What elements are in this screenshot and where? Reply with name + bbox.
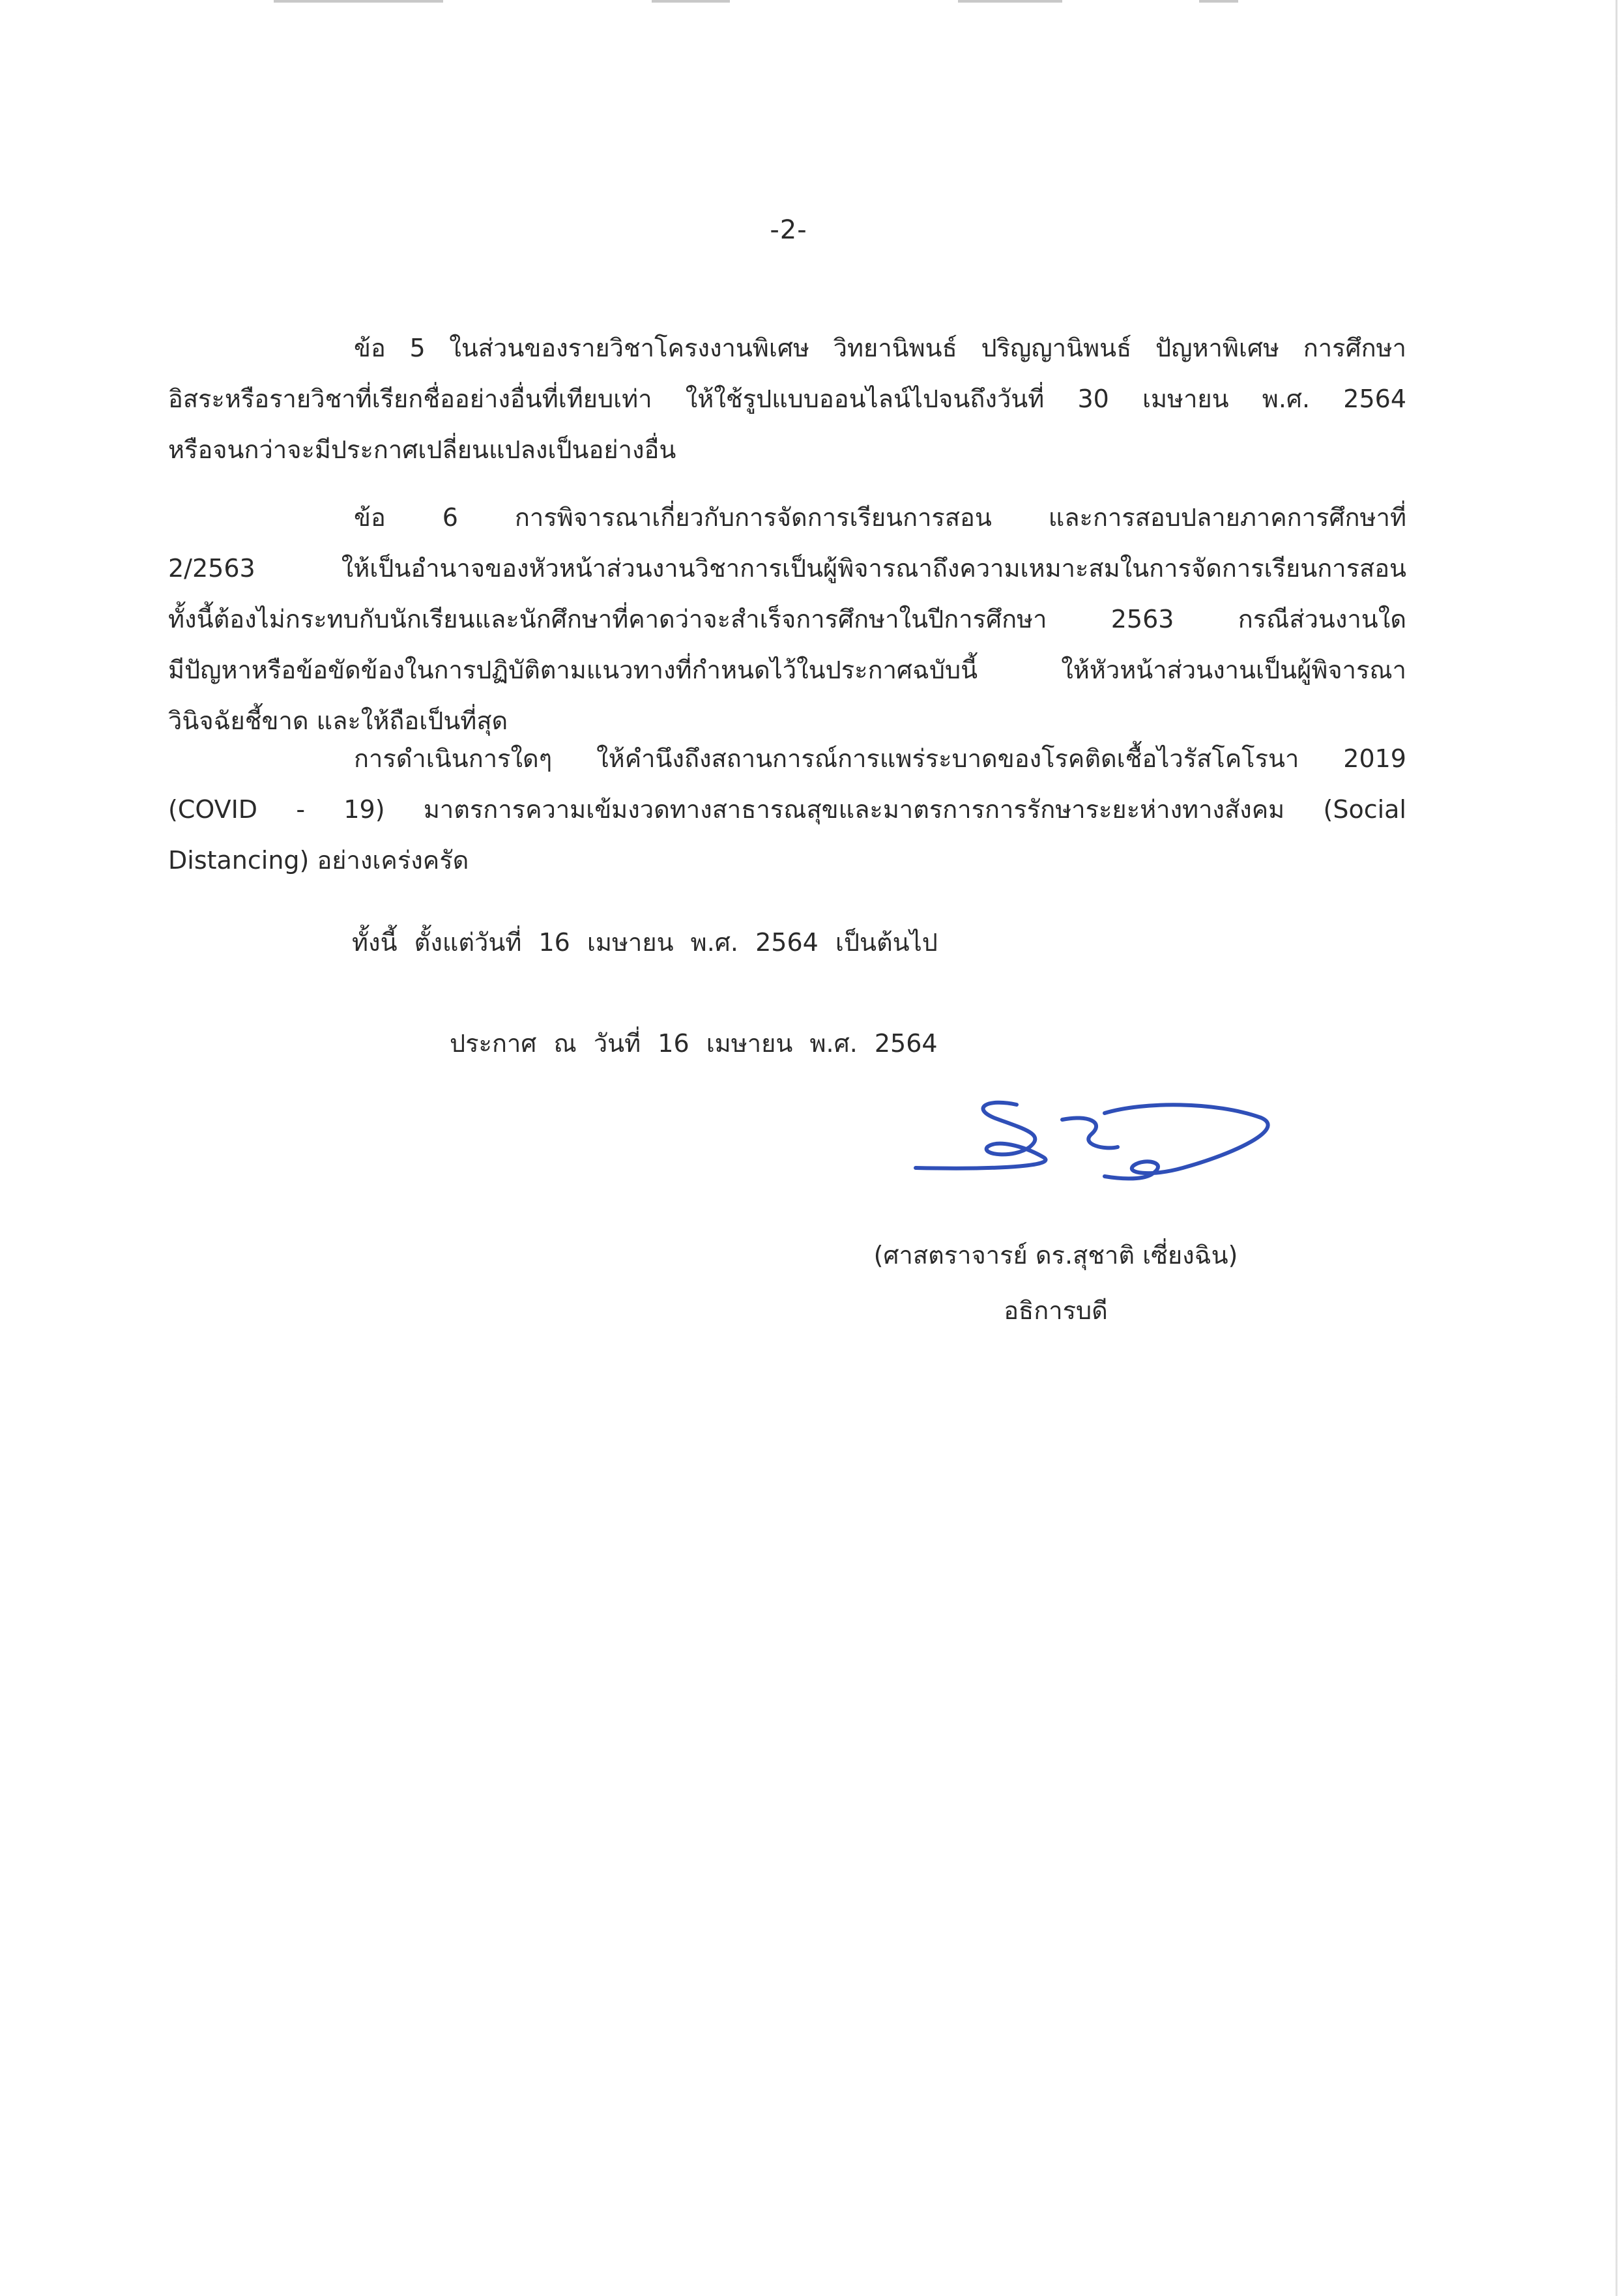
clause-6-line-1: ข้อ 6 การพิจารณาเกี่ยวกับการจัดการเรียนการสอน และการสอบปลายภาคการศึกษาที่ <box>354 503 1406 532</box>
operations-line-3: Distancing) อย่างเคร่งครัด <box>168 846 469 875</box>
signature <box>909 1082 1287 1193</box>
clause-5 <box>168 323 1406 475</box>
clause-5-line-2: อิสระหรือรายวิชาที่เรียกชื่ออย่างอื่นที่เทียบเท่า ให้ใช้รูปแบบออนไลน์ไปจนถึงวันที่ 30 เมษายน พ.ศ. 2564 <box>168 385 1406 413</box>
signer-position: อธิการบดี <box>1004 1296 1108 1325</box>
operations-line-2: (COVID - 19) มาตรการความเข้มงวดทางสาธารณสุขและมาตรการการรักษาระยะห่างทางสังคม (Social <box>168 795 1406 824</box>
clause-5-line-3: หรือจนกว่าจะมีประกาศเปลี่ยนแปลงเป็นอย่างอื่น <box>168 435 676 464</box>
scan-edge-right <box>1616 0 1617 2296</box>
clause-6-line-4: มีปัญหาหรือข้อขัดข้องในการปฏิบัติตามแนวทางที่กำหนดไว้ในประกาศฉบับนี้ ให้หัวหน้าส่วนงานเป็นผู้พิจารณา <box>168 656 1406 684</box>
clause-6-line-3: ทั้งนี้ต้องไม่กระทบกับนักเรียนและนักศึกษาที่คาดว่าจะสำเร็จการศึกษาในปีการศึกษา 2563 กรณีส่วนงานใด <box>168 605 1406 633</box>
operations-line-1: การดำเนินการใดๆ ให้คำนึงถึงสถานการณ์การแพร่ระบาดของโรคติดเชื้อไวรัสโคโรนา 2019 <box>354 744 1406 773</box>
clause-6-line-5: วินิจฉัยชี้ขาด และให้ถือเป็นที่สุด <box>168 706 508 735</box>
clause-6 <box>168 492 1406 746</box>
scan-edge-top <box>0 0 1624 5</box>
announced-date: ประกาศ ณ วันที่ 16 เมษายน พ.ศ. 2564 <box>450 1029 938 1058</box>
page-number: -2- <box>770 215 807 245</box>
clause-5-line-1: ข้อ 5 ในส่วนของรายวิชาโครงงานพิเศษ วิทยานิพนธ์ ปริญญานิพนธ์ ปัญหาพิเศษ การศึกษา <box>354 334 1406 362</box>
signer-name: (ศาสตราจารย์ ดร.สุชาติ เซี่ยงฉิน) <box>873 1241 1238 1270</box>
operations-paragraph <box>168 733 1406 886</box>
clause-6-line-2: 2/2563 ให้เป็นอำนาจของหัวหน้าส่วนงานวิชาการเป็นผู้พิจารณาถึงความเหมาะสมในการจัดการเรียนการสอน <box>168 554 1406 583</box>
effective-date: ทั้งนี้ ตั้งแต่วันที่ 16 เมษายน พ.ศ. 2564 เป็นต้นไป <box>352 928 938 957</box>
